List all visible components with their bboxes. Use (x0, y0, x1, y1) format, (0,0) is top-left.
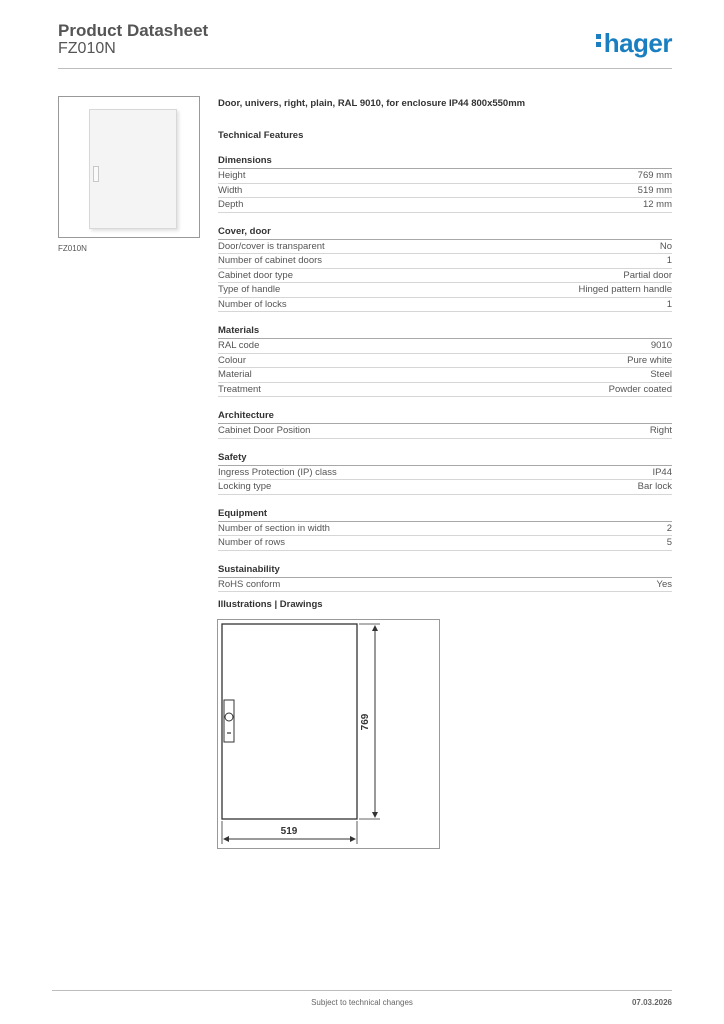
spec-row (218, 354, 672, 369)
footer-note: Subject to technical changes (311, 998, 413, 1007)
brand-logo (596, 28, 672, 59)
header-title: Product Datasheet (58, 21, 209, 40)
product-image-caption: FZ010N (58, 244, 87, 253)
spec-section (218, 325, 672, 397)
dimension-drawing (217, 619, 440, 849)
spec-row (218, 298, 672, 313)
spec-row (218, 522, 672, 537)
spec-label: Ingress Protection (IP) class (218, 466, 337, 478)
spec-label: Cabinet door type (218, 269, 293, 281)
spec-row (218, 466, 672, 481)
spec-row (218, 480, 672, 495)
spec-value: 12 mm (642, 199, 672, 210)
width-dimension-label: 519 (280, 826, 298, 837)
lock-icon (224, 700, 234, 742)
spec-row (218, 536, 672, 551)
door-handle-icon (93, 166, 99, 182)
spec-label: Number of section in width (218, 522, 330, 534)
spec-label: RAL code (218, 340, 260, 351)
technical-features-heading: Technical Features (218, 130, 304, 141)
spec-value: 1 (666, 298, 672, 310)
spec-label: Locking type (218, 481, 272, 492)
illustrations-heading: Illustrations | Drawings (218, 599, 323, 610)
height-dimension-label: 769 (360, 713, 371, 731)
spec-row (218, 368, 672, 383)
spec-label: Width (218, 184, 243, 196)
technical-content (218, 96, 672, 592)
spec-row (218, 578, 672, 593)
spec-row (218, 184, 672, 199)
spec-value: 2 (666, 522, 672, 534)
spec-label: Door/cover is transparent (218, 240, 325, 252)
spec-sections (218, 155, 672, 592)
spec-row (218, 269, 672, 284)
header-divider (58, 68, 672, 69)
product-description: Door, univers, right, plain, RAL 9010, for enclosure IP44 800x550mm (218, 98, 526, 109)
spec-label: Number of locks (218, 298, 287, 310)
spec-label: Height (218, 170, 246, 181)
door-outline (222, 624, 357, 819)
product-image (58, 96, 200, 238)
spec-label: Depth (218, 199, 244, 210)
spec-value: 5 (666, 537, 672, 548)
section-title: Equipment (218, 508, 672, 522)
spec-label: Cabinet Door Position (218, 425, 311, 436)
spec-label: Material (218, 369, 252, 380)
spec-section (218, 452, 672, 495)
door-icon (89, 109, 177, 229)
spec-row (218, 254, 672, 269)
footer-divider (52, 990, 672, 991)
spec-label: Colour (218, 354, 246, 366)
spec-value: 9010 (650, 340, 672, 351)
section-title: Cover, door (218, 226, 672, 240)
section-title: Architecture (218, 410, 672, 424)
footer-date: 07.03.2026 (631, 998, 672, 1007)
spec-row (218, 169, 672, 184)
product-code: FZ010N (58, 40, 116, 57)
spec-value: 519 mm (637, 184, 672, 196)
spec-value: Partial door (623, 269, 672, 281)
spec-section (218, 410, 672, 439)
section-title: Sustainability (218, 564, 672, 578)
spec-section (218, 508, 672, 551)
spec-section (218, 564, 672, 593)
spec-label: Type of handle (218, 284, 281, 295)
spec-value: Hinged pattern handle (578, 284, 672, 295)
spec-value: Steel (650, 369, 672, 380)
spec-row (218, 198, 672, 213)
spec-row (218, 339, 672, 354)
spec-row (218, 240, 672, 255)
spec-row (218, 283, 672, 298)
spec-row (218, 383, 672, 398)
spec-value: No (659, 240, 672, 252)
section-title: Dimensions (218, 155, 672, 169)
spec-label: Number of cabinet doors (218, 255, 323, 266)
spec-value: Yes (656, 578, 672, 590)
spec-row (218, 424, 672, 439)
spec-value: Right (649, 425, 672, 436)
spec-value: Pure white (627, 354, 672, 366)
spec-section (218, 155, 672, 213)
spec-section (218, 226, 672, 313)
brand-name: hager (603, 28, 672, 58)
spec-value: 1 (666, 255, 672, 266)
spec-value: Bar lock (637, 481, 672, 492)
spec-label: Treatment (218, 383, 261, 395)
spec-value: Powder coated (608, 383, 672, 395)
logo-dots-icon (596, 31, 602, 50)
spec-label: Number of rows (218, 537, 286, 548)
spec-label: RoHS conform (218, 578, 281, 590)
spec-value: 769 mm (637, 170, 672, 181)
section-title: Safety (218, 452, 672, 466)
section-title: Materials (218, 325, 672, 339)
spec-value: IP44 (652, 466, 672, 478)
